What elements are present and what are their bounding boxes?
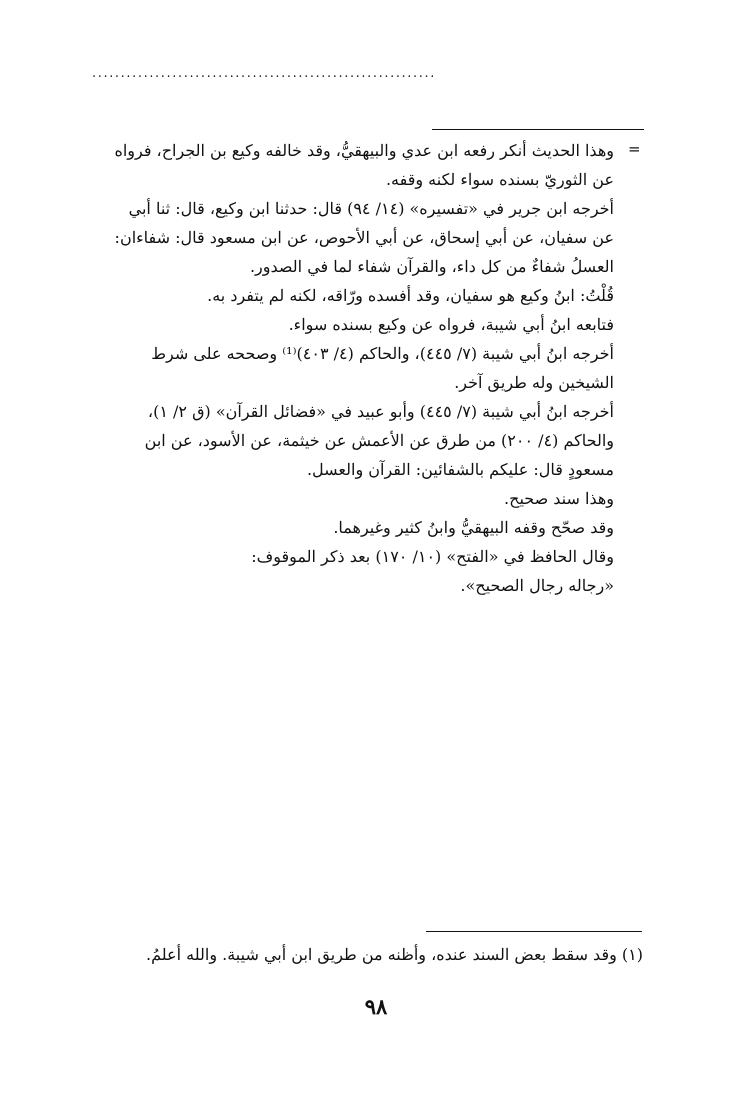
- text-line: وهذا سند صحيح.: [504, 489, 614, 508]
- text-line: عن سفيان، عن أبي إسحاق، عن أبي الأحوص، عن ابن مسعود قال: شفاءان:: [114, 228, 614, 247]
- text-line: أخرجه ابن جرير في «تفسيره» (١٤/ ٩٤) قال: حدثنا ابن وكيع، قال: ثنا أبي: [128, 199, 614, 218]
- text-line: فتابعه ابنُ أبي شيبة، فرواه عن وكيع بسنده سواء.: [288, 315, 614, 334]
- text-line: وقد صحّح وقفه البيهقيُّ وابنُ كثير وغيرهما.: [333, 518, 614, 537]
- text-line: والحاكم (٤/ ٢٠٠) من طرق عن الأعمش عن خيثمة، عن الأسود، عن ابن: [144, 431, 614, 450]
- page-number: ٩٨: [364, 994, 388, 1019]
- top-rule: [432, 129, 644, 130]
- text-line: أخرجه ابنُ أبي شيبة (٧/ ٤٤٥)، والحاكم (٤/ ٤٠٣)⁽¹⁾ وصححه على شرط: [151, 344, 614, 363]
- text-line: عن الثوريّ بسنده سواء لكنه وقفه.: [385, 170, 614, 189]
- text-line: أخرجه ابنُ أبي شيبة (٧/ ٤٤٥) وأبو عبيد في «فضائل القرآن» (ق ٢/ ١)،: [147, 402, 614, 421]
- continuation-mark: =: [628, 140, 641, 158]
- footnote: (١) وقد سقط بعض السند عنده، وأظنه من طريق ابن أبي شيبة. والله أعلمُ.: [146, 945, 643, 964]
- main-text-block: [84, 136, 614, 600]
- dotted-separator: ............................................................: [92, 66, 436, 81]
- text-line: العسلُ شفاءٌ من كل داء، والقرآن شفاء لما في الصدور.: [249, 257, 614, 276]
- text-line: قُلْتُ: ابنُ وكيع هو سفيان، وقد أفسده ورّاقه، لكنه لم يتفرد به.: [207, 286, 614, 305]
- text-line: مسعودٍ قال: عليكم بالشفائين: القرآن والعسل.: [306, 460, 614, 479]
- text-line: وقال الحافظ في «الفتح» (١٠/ ١٧٠) بعد ذكر الموقوف:: [251, 547, 614, 566]
- footnote-rule: [426, 931, 642, 932]
- text-line: وهذا الحديث أنكر رفعه ابن عدي والبيهقيُّ، وقد خالفه وكيع بن الجراح، فرواه: [114, 141, 614, 160]
- text-line: «رجاله رجال الصحيح».: [460, 576, 614, 595]
- text-line: الشيخين وله طريق آخر.: [454, 373, 614, 392]
